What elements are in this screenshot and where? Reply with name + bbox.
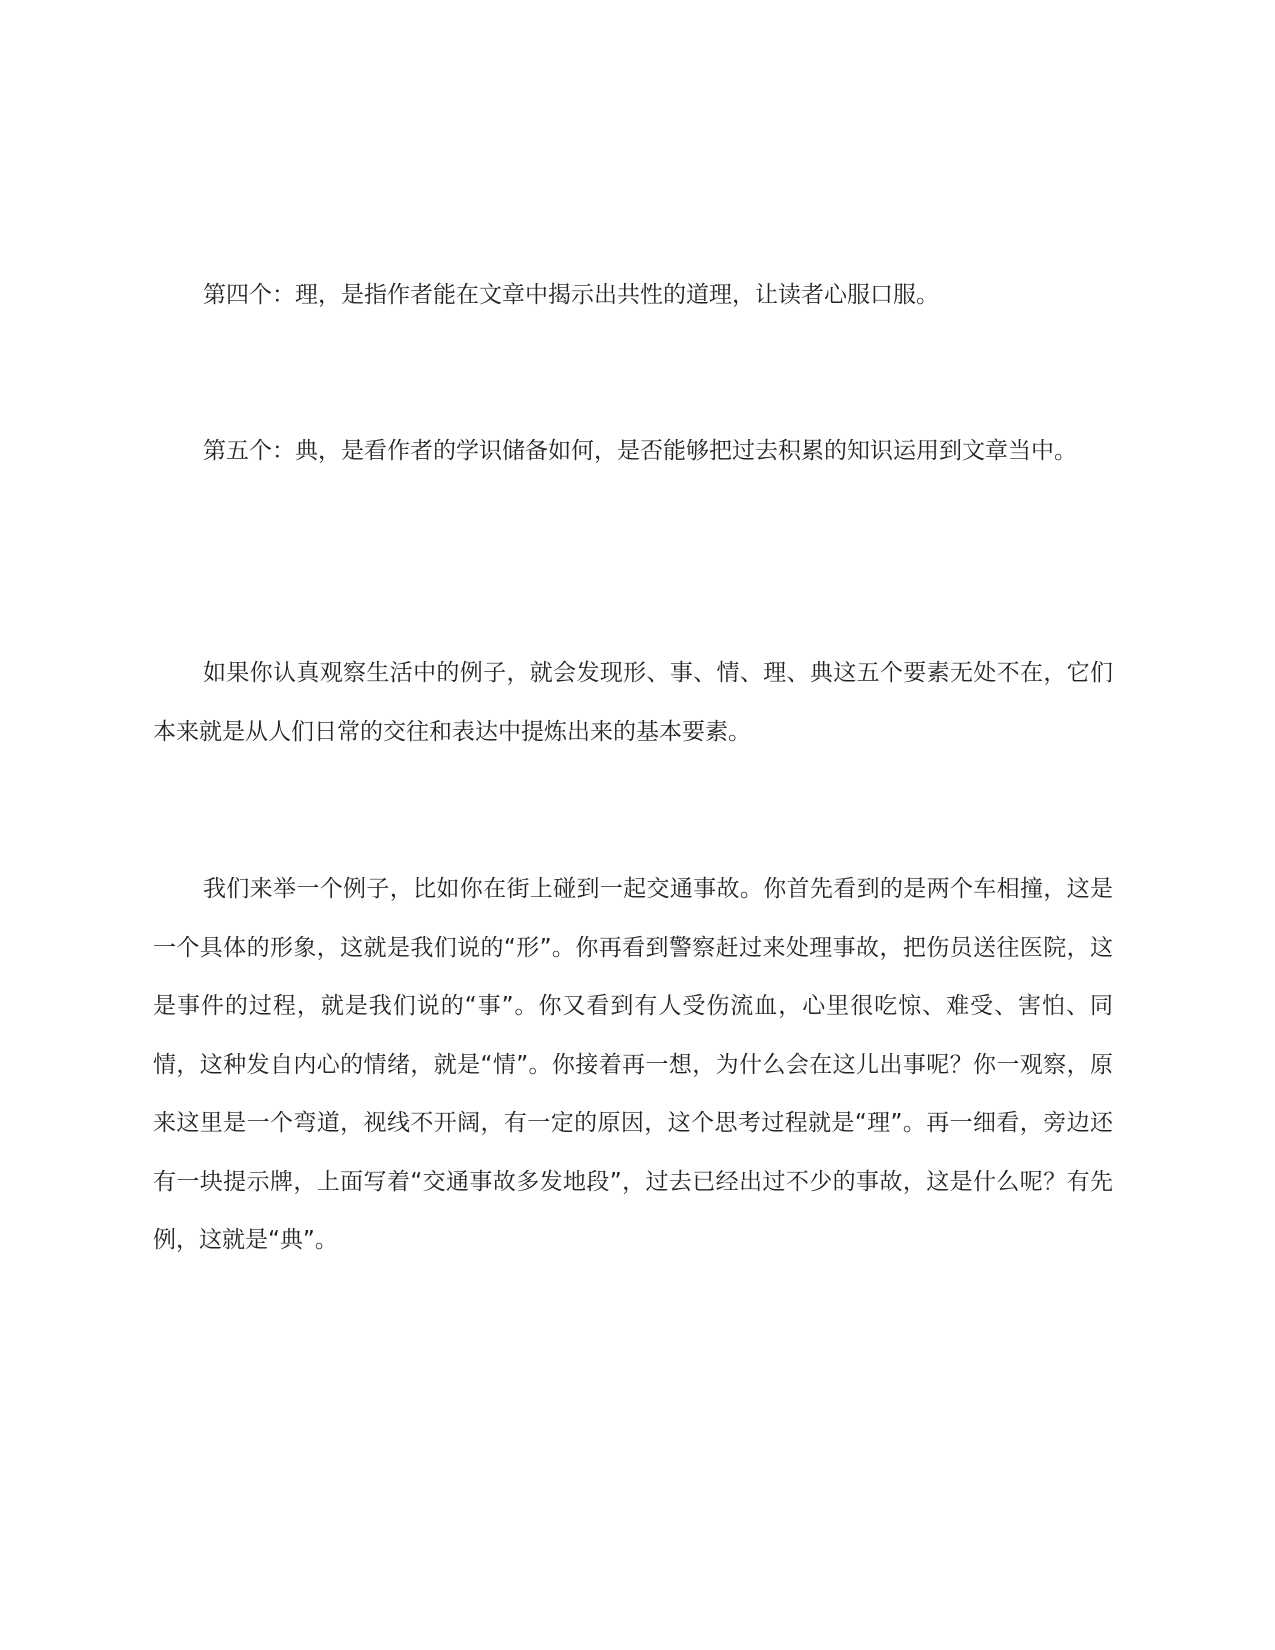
paragraph-five-elements-summary: 如果你认真观察生活中的例子，就会发现形、事、情、理、典这五个要素无处不在，它们本来就是从人们日常的交往和表达中提炼出来的基本要素。: [153, 660, 1113, 745]
paragraph-traffic-accident-example: 我们来举一个例子，比如你在街上碰到一起交通事故。你首先看到的是两个车相撞，这是一个具体的形象，这就是我们说的“形”。你再看到警察赶过来处理事故，把伤员送往医院，这是事件的过程，就是我们说的“事”。你又看到有人受伤流血，心里很吃惊、难受、害怕、同情，这种发自内心的情绪，就是“情”。你接着再一想，为什么会在这儿出事呢？你一观察，原来这里是一个弯道，视线不开阔，有一定的原因，这个思考过程就是“理”。再一细看，旁边还有一块提示牌，上面写着“交通事故多发地段”，过去已经出过不少的事故，这是什么呢？有先例，这就是“典”。: [153, 876, 1113, 1253]
paragraph-element-li: 第四个：理，是指作者能在文章中揭示出共性的道理，让读者心服口服。: [203, 282, 939, 308]
paragraph-element-dian: 第五个：典，是看作者的学识储备如何，是否能够把过去积累的知识运用到文章当中。: [203, 438, 1077, 464]
